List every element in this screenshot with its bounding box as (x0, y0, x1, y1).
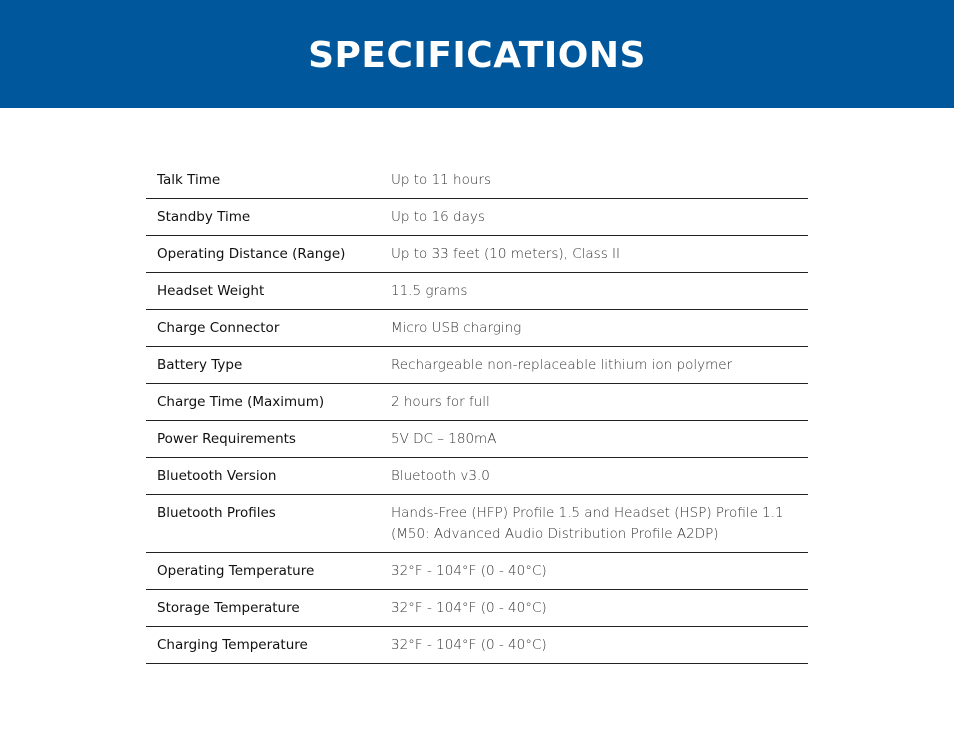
spec-row-battery-type (146, 347, 808, 384)
spec-value: Hands-Free (HFP) Profile 1.5 and Headset (HSP) Profile 1.1 (M50: Advanced Audio Distribution Profile A2DP) (391, 505, 784, 542)
spec-value: 32°F - 104°F (0 - 40°C) (391, 563, 547, 579)
spec-label: Operating Temperature (157, 563, 315, 579)
spec-row-operating-temperature (146, 553, 808, 590)
spec-value: 11.5 grams (391, 283, 468, 299)
spec-label: Battery Type (157, 357, 243, 373)
spec-value: 5V DC – 180mA (391, 431, 497, 447)
spec-row-operating-distance (146, 236, 808, 273)
spec-value: 2 hours for full (391, 394, 490, 410)
spec-value: Micro USB charging (391, 320, 522, 336)
page-header (0, 0, 954, 108)
spec-label: Headset Weight (157, 283, 265, 299)
spec-label: Operating Distance (Range) (157, 246, 346, 262)
spec-value: Rechargeable non-replaceable lithium ion polymer (391, 357, 733, 373)
spec-row-talk-time (146, 162, 808, 199)
page-title: SPECIFICATIONS (308, 35, 646, 76)
spec-row-standby-time (146, 199, 808, 236)
spec-label: Storage Temperature (157, 600, 300, 616)
spec-row-power-requirements (146, 421, 808, 458)
specifications-table (146, 162, 808, 664)
spec-row-charging-temperature (146, 627, 808, 664)
spec-row-bluetooth-version (146, 458, 808, 495)
spec-label: Bluetooth Version (157, 468, 277, 484)
spec-value: Up to 33 feet (10 meters), Class II (391, 246, 620, 262)
spec-value: 32°F - 104°F (0 - 40°C) (391, 637, 547, 653)
spec-row-headset-weight (146, 273, 808, 310)
spec-row-charge-time (146, 384, 808, 421)
spec-label: Bluetooth Profiles (157, 505, 276, 521)
spec-label: Talk Time (157, 172, 221, 188)
spec-value: 32°F - 104°F (0 - 40°C) (391, 600, 547, 616)
spec-row-storage-temperature (146, 590, 808, 627)
spec-label: Charge Connector (157, 320, 280, 336)
spec-value: Up to 11 hours (391, 172, 492, 188)
spec-value: Up to 16 days (391, 209, 485, 225)
spec-value: Bluetooth v3.0 (391, 468, 490, 484)
spec-label: Standby Time (157, 209, 251, 225)
spec-label: Charging Temperature (157, 637, 308, 653)
spec-label: Charge Time (Maximum) (157, 394, 325, 410)
spec-row-charge-connector (146, 310, 808, 347)
spec-row-bluetooth-profiles (146, 495, 808, 553)
spec-label: Power Requirements (157, 431, 296, 447)
